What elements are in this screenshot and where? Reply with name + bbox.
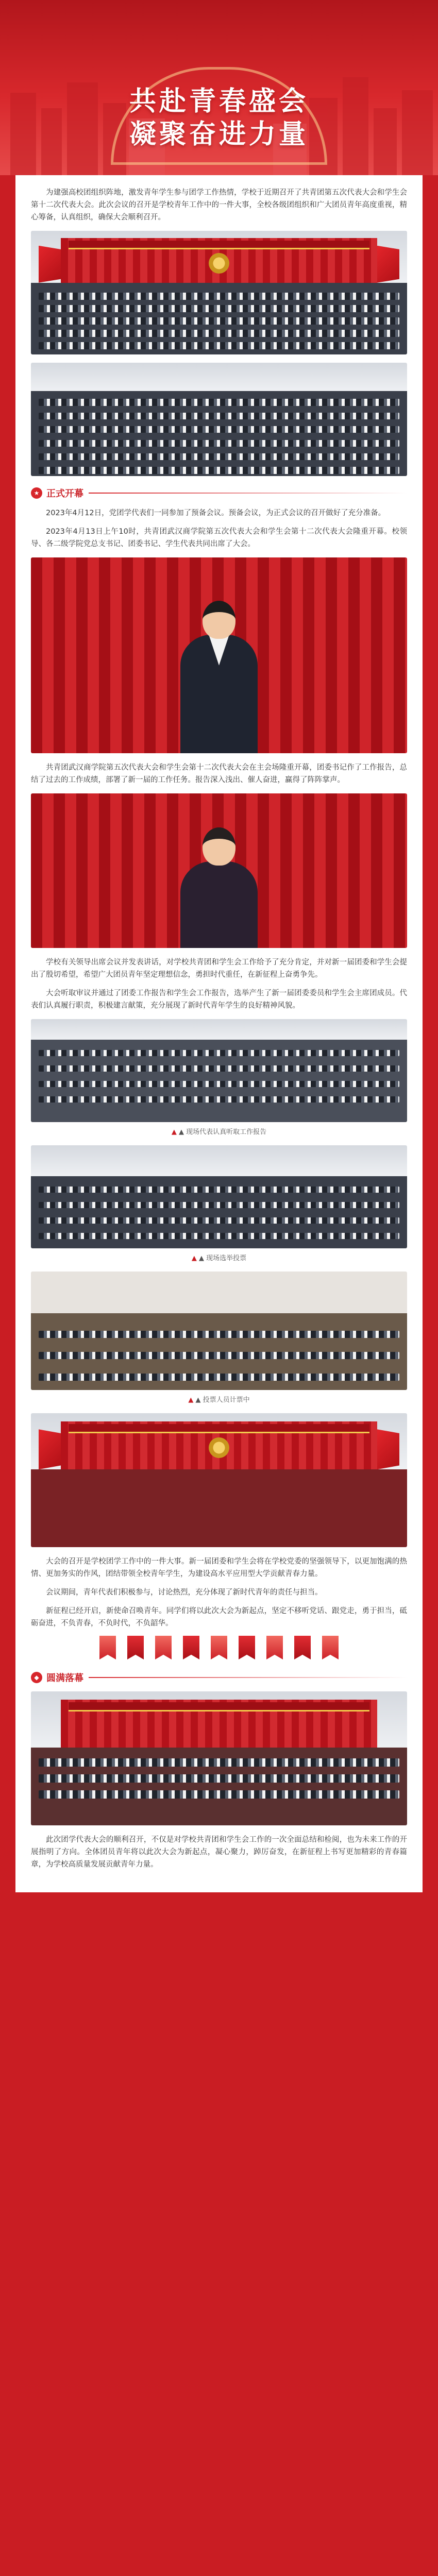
section-label: 正式开幕 xyxy=(46,488,83,499)
banner-title-line2: 凝聚奋进力量 xyxy=(129,119,309,150)
diamond-icon: ◆ xyxy=(31,1672,42,1683)
article-card xyxy=(15,175,423,1892)
photo-meeting-hall xyxy=(31,231,407,354)
photo-caption: ▲ ▲ 现场选举投票 xyxy=(31,1252,407,1262)
photo-speaker-female xyxy=(31,793,407,948)
photo-voting xyxy=(31,1145,407,1248)
section-label: 圆满落幕 xyxy=(46,1673,83,1684)
banner-title-line1: 共赴青春盛会 xyxy=(129,86,309,117)
footer-spacer xyxy=(0,1892,438,1910)
paragraph: 2023年4月12日，党团学代表们一同参加了预备会议。预备会议，为正式会议的召开做好了充分准备。 xyxy=(46,509,386,517)
photo-speaker-male xyxy=(31,557,407,753)
photo-audience xyxy=(31,363,407,476)
intro-paragraph: 为建强高校团组织阵地，激发青年学生参与团学工作热情，学校于近期召开了共青团第五次代表大会和学生会第十二次代表大会。此次会议的召开是学校青年工作中的一件大事，全校各级团组织和广大团员青年高度重视，精心筹备，认真组织，确保大会顺利召开。 xyxy=(31,189,407,222)
photo-group xyxy=(31,1691,407,1825)
paragraph: 学校有关领导出席会议并发表讲话，对学校共青团和学生会工作给予了充分肯定，并对新一届团委和学生会提出了殷切希望，希望广大团员青年坚定理想信念，勇担时代重任，在新征程上奋勇争先。 xyxy=(31,958,407,979)
photo-delegates-listening xyxy=(31,1019,407,1122)
section-heading-closing xyxy=(31,1671,407,1684)
paragraph: 大会的召开是学校团学工作中的一件大事。新一届团委和学生会将在学校党委的坚强领导下，以更加饱满的热情、更加务实的作风，团结带领全校青年学生，为建设高水平应用型大学贡献青春力量。 xyxy=(31,1557,407,1578)
photo-caption: ▲ ▲ 现场代表认真听取工作报告 xyxy=(31,1126,407,1136)
section-heading-opening xyxy=(31,486,407,500)
photo-vote-counting xyxy=(31,1272,407,1390)
paragraph: 会议期间，青年代表们积极参与，讨论热烈，充分体现了新时代青年的责任与担当。 xyxy=(46,1588,323,1597)
star-icon: ★ xyxy=(31,487,42,499)
paragraph: 共青团武汉商学院第五次代表大会和学生会第十二次代表大会在主会场隆重开幕，团委书记作了工作报告，总结了过去的工作成绩，部署了新一届的工作任务。报告深入浅出、催人奋进，赢得了阵阵掌声。 xyxy=(31,764,407,784)
paragraph: 大会听取审议并通过了团委工作报告和学生会工作报告，选举产生了新一届团委委员和学生会主席团成员。代表们认真履行职责，积极建言献策，充分展现了新时代青年学生的良好精神风貌。 xyxy=(31,989,407,1010)
photo-caption: ▲ ▲ 投票人员计票中 xyxy=(31,1394,407,1404)
ribbon-decoration xyxy=(31,1636,407,1659)
paragraph: 此次团学代表大会的顺利召开，不仅是对学校共青团和学生会工作的一次全面总结和检阅，也为未来工作的开展指明了方向。全体团员青年将以此次大会为新起点，凝心聚力，踔厉奋发，在新征程上书写更加精彩的青春篇章，为学校高质量发展贡献青年力量。 xyxy=(31,1836,407,1869)
header-banner xyxy=(0,0,438,175)
paragraph: 2023年4月13日上午10时，共青团武汉商学院第五次代表大会和学生会第十二次代表大会隆重开幕。校领导、各二级学院党总支书记、团委书记、学生代表共同出席了大会。 xyxy=(31,528,407,548)
photo-podium-closing xyxy=(31,1413,407,1547)
paragraph: 新征程已经开启，新使命召唤青年。同学们将以此次大会为新起点，坚定不移听党话、跟党走，勇于担当，砥砺奋进，不负青春，不负时代，不负韶华。 xyxy=(31,1607,407,1628)
